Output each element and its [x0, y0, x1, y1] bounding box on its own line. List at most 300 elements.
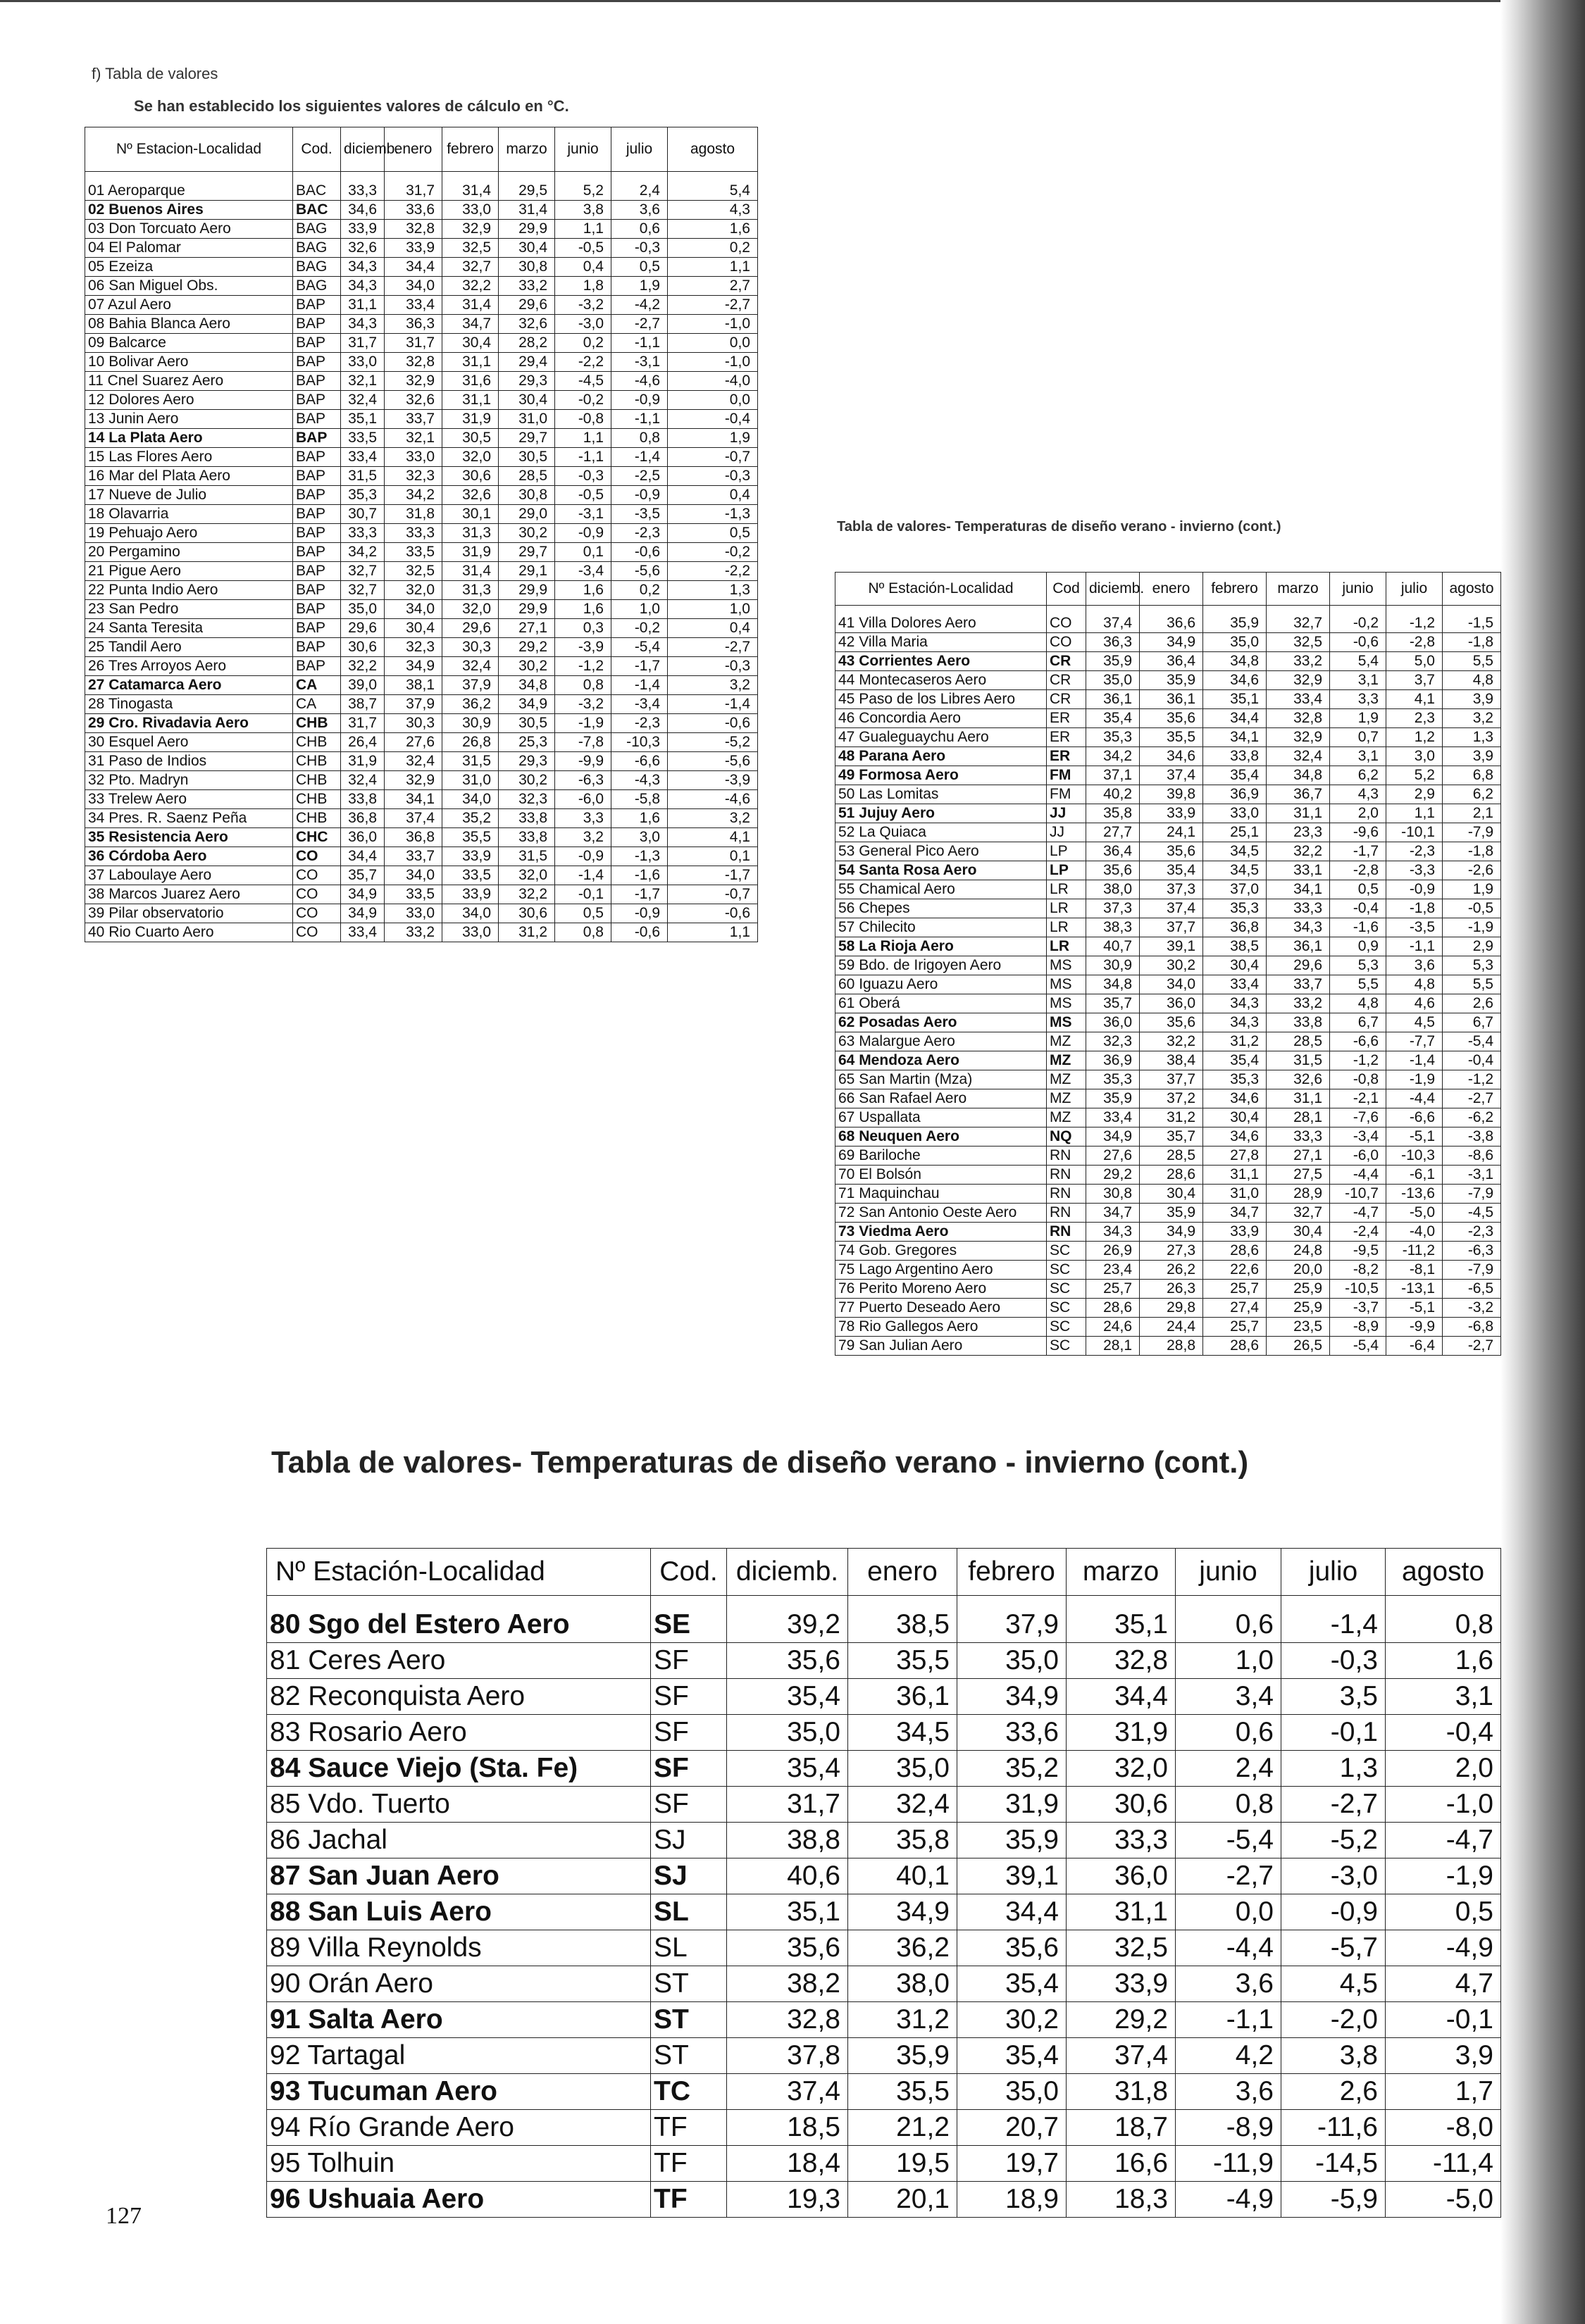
enero-cell: 32,4 [385, 752, 442, 771]
station-cell: 76 Perito Moreno Aero [835, 1280, 1047, 1299]
julio-cell: 3,6 [1386, 956, 1443, 975]
junio-cell: -1,1 [555, 448, 611, 467]
table-row [267, 1966, 1501, 2002]
enero-cell: 35,6 [1140, 709, 1203, 728]
diciembre-cell: 34,3 [341, 277, 385, 296]
marzo-cell: 30,4 [1267, 1223, 1330, 1242]
febrero-cell: 32,0 [442, 448, 499, 467]
diciembre-cell: 36,4 [1086, 842, 1140, 861]
febrero-cell: 31,9 [957, 1787, 1067, 1823]
code-cell: BAP [293, 543, 341, 562]
enero-cell: 31,7 [385, 334, 442, 353]
values-table-1 [85, 127, 758, 942]
agosto-cell: 0,4 [668, 619, 758, 638]
julio-cell: -2,5 [611, 467, 668, 486]
junio-cell: -6,0 [555, 790, 611, 809]
table-row [835, 747, 1501, 766]
febrero-cell: 35,0 [957, 1643, 1067, 1679]
diciembre-cell: 37,3 [1086, 899, 1140, 918]
febrero-cell: 30,4 [1203, 1108, 1267, 1127]
table-row [85, 885, 758, 904]
febrero-cell: 32,7 [442, 258, 499, 277]
enero-cell: 33,0 [385, 448, 442, 467]
marzo-cell: 31,8 [1067, 2074, 1176, 2110]
code-cell: SJ [651, 1823, 727, 1858]
station-cell: 58 La Rioja Aero [835, 937, 1047, 956]
diciembre-cell: 32,4 [341, 771, 385, 790]
junio-cell: -7,8 [555, 733, 611, 752]
junio-cell: -0,5 [555, 486, 611, 505]
febrero-cell: 34,3 [1203, 994, 1267, 1013]
diciembre-cell: 27,6 [1086, 1147, 1140, 1166]
julio-cell: -1,7 [611, 885, 668, 904]
table-row [85, 543, 758, 562]
enero-cell: 35,7 [1140, 1127, 1203, 1147]
code-cell: CO [293, 847, 341, 866]
julio-cell: 2,3 [1386, 709, 1443, 728]
julio-cell: 3,0 [611, 828, 668, 847]
febrero-cell: 33,5 [442, 866, 499, 885]
julio-cell: -1,1 [611, 334, 668, 353]
table-row [835, 1127, 1501, 1147]
agosto-cell: -5,0 [1386, 2182, 1501, 2218]
table-row [835, 1261, 1501, 1280]
table-row [835, 1337, 1501, 1356]
diciembre-cell: 34,8 [1086, 975, 1140, 994]
station-cell: 33 Trelew Aero [85, 790, 293, 809]
marzo-cell: 29,2 [499, 638, 555, 657]
agosto-cell: -1,5 [1443, 606, 1501, 633]
agosto-cell: -5,4 [1443, 1032, 1501, 1051]
febrero-cell: 35,0 [957, 2074, 1067, 2110]
julio-cell: -11,2 [1386, 1242, 1443, 1261]
julio-cell: 3,7 [1386, 671, 1443, 690]
code-cell: TF [651, 2110, 727, 2146]
agosto-cell: -0,4 [668, 410, 758, 429]
julio-cell: -0,9 [1386, 880, 1443, 899]
agosto-cell: 1,1 [668, 923, 758, 942]
code-cell: SC [1047, 1299, 1086, 1318]
marzo-cell: 25,3 [499, 733, 555, 752]
diciembre-cell: 35,6 [1086, 861, 1140, 880]
code-cell: LR [1047, 880, 1086, 899]
enero-cell: 36,4 [1140, 652, 1203, 671]
top-rule [0, 0, 1585, 2]
code-cell: CO [1047, 606, 1086, 633]
julio-cell: -1,4 [611, 676, 668, 695]
enero-cell: 21,2 [848, 2110, 957, 2146]
table-header [267, 1549, 1501, 1596]
enero-cell: 20,1 [848, 2182, 957, 2218]
agosto-cell: 5,4 [668, 172, 758, 201]
febrero-cell: 34,0 [442, 790, 499, 809]
code-cell: BAG [293, 239, 341, 258]
junio-cell: 5,3 [1330, 956, 1386, 975]
enero-cell: 32,4 [848, 1787, 957, 1823]
julio-cell: -1,4 [611, 448, 668, 467]
station-cell: 25 Tandil Aero [85, 638, 293, 657]
julio-cell: -5,9 [1281, 2182, 1386, 2218]
code-cell: SE [651, 1596, 727, 1643]
febrero-cell: 29,6 [442, 619, 499, 638]
julio-cell: -0,9 [611, 904, 668, 923]
junio-cell: 2,4 [1176, 1751, 1281, 1787]
table-row [85, 429, 758, 448]
agosto-cell: -0,2 [668, 543, 758, 562]
agosto-cell: -0,6 [668, 904, 758, 923]
junio-cell: -4,5 [555, 372, 611, 391]
station-cell: 15 Las Flores Aero [85, 448, 293, 467]
febrero-cell: 35,3 [1203, 899, 1267, 918]
marzo-cell: 31,4 [499, 201, 555, 220]
enero-cell: 24,4 [1140, 1318, 1203, 1337]
enero-cell: 33,6 [385, 201, 442, 220]
junio-cell: -4,4 [1176, 1930, 1281, 1966]
enero-cell: 37,4 [385, 809, 442, 828]
diciembre-cell: 32,7 [341, 562, 385, 581]
table-row [85, 334, 758, 353]
table-row [85, 391, 758, 410]
diciembre-cell: 33,9 [341, 220, 385, 239]
agosto-cell: -1,3 [668, 505, 758, 524]
code-cell: ER [1047, 728, 1086, 747]
station-cell: 66 San Rafael Aero [835, 1089, 1047, 1108]
table-row [85, 923, 758, 942]
enero-cell: 34,0 [385, 866, 442, 885]
marzo-cell: 28,5 [499, 467, 555, 486]
diciembre-cell: 40,2 [1086, 785, 1140, 804]
agosto-cell: -0,3 [668, 657, 758, 676]
table-row [835, 880, 1501, 899]
station-cell: 65 San Martin (Mza) [835, 1070, 1047, 1089]
marzo-cell: 18,7 [1067, 2110, 1176, 2146]
marzo-cell: 27,5 [1267, 1166, 1330, 1185]
julio-cell: -6,1 [1386, 1166, 1443, 1185]
diciembre-cell: 36,0 [341, 828, 385, 847]
junio-cell: 3,8 [555, 201, 611, 220]
julio-cell: -1,4 [1386, 1051, 1443, 1070]
col-code: Cod. [293, 127, 341, 172]
marzo-cell: 32,0 [499, 866, 555, 885]
code-cell: SC [1047, 1337, 1086, 1356]
table-row [85, 752, 758, 771]
febrero-cell: 31,2 [1203, 1032, 1267, 1051]
marzo-cell: 27,1 [1267, 1147, 1330, 1166]
enero-cell: 31,7 [385, 172, 442, 201]
col-diciembre: diciemb. [1086, 573, 1140, 606]
code-cell: CO [1047, 633, 1086, 652]
agosto-cell: 0,5 [1386, 1894, 1501, 1930]
julio-cell: -14,5 [1281, 2146, 1386, 2182]
station-cell: 77 Puerto Deseado Aero [835, 1299, 1047, 1318]
table-row [85, 714, 758, 733]
marzo-cell: 33,3 [1267, 899, 1330, 918]
code-cell: CO [293, 923, 341, 942]
enero-cell: 33,5 [385, 543, 442, 562]
station-cell: 19 Pehuajo Aero [85, 524, 293, 543]
enero-cell: 34,9 [385, 657, 442, 676]
agosto-cell: -6,2 [1443, 1108, 1501, 1127]
julio-cell: -11,6 [1281, 2110, 1386, 2146]
enero-cell: 33,9 [385, 239, 442, 258]
enero-cell: 36,8 [385, 828, 442, 847]
agosto-cell: -1,4 [668, 695, 758, 714]
table-row [85, 657, 758, 676]
febrero-cell: 37,9 [957, 1596, 1067, 1643]
febrero-cell: 32,2 [442, 277, 499, 296]
enero-cell: 35,5 [848, 1643, 957, 1679]
julio-cell: -1,7 [611, 657, 668, 676]
table-row [835, 1166, 1501, 1185]
code-cell: CA [293, 695, 341, 714]
code-cell: SF [651, 1715, 727, 1751]
station-cell: 32 Pto. Madryn [85, 771, 293, 790]
agosto-cell: 2,6 [1443, 994, 1501, 1013]
febrero-cell: 31,1 [442, 391, 499, 410]
station-cell: 94 Río Grande Aero [267, 2110, 651, 2146]
marzo-cell: 32,7 [1267, 606, 1330, 633]
febrero-cell: 34,7 [442, 315, 499, 334]
agosto-cell: -2,7 [668, 296, 758, 315]
junio-cell: 2,0 [1330, 804, 1386, 823]
table-row [85, 220, 758, 239]
febrero-cell: 34,6 [1203, 671, 1267, 690]
diciembre-cell: 34,3 [1086, 1223, 1140, 1242]
julio-cell: -3,4 [611, 695, 668, 714]
junio-cell: -4,9 [1176, 2182, 1281, 2218]
code-cell: SL [651, 1894, 727, 1930]
table-row [85, 904, 758, 923]
marzo-cell: 29,3 [499, 752, 555, 771]
enero-cell: 33,0 [385, 904, 442, 923]
julio-cell: -5,6 [611, 562, 668, 581]
table-row [85, 600, 758, 619]
station-cell: 12 Dolores Aero [85, 391, 293, 410]
agosto-cell: 1,1 [668, 258, 758, 277]
febrero-cell: 22,6 [1203, 1261, 1267, 1280]
station-cell: 86 Jachal [267, 1823, 651, 1858]
table-row [85, 201, 758, 220]
febrero-cell: 30,1 [442, 505, 499, 524]
julio-cell: -0,6 [611, 543, 668, 562]
code-cell: FM [1047, 766, 1086, 785]
marzo-cell: 26,5 [1267, 1337, 1330, 1356]
diciembre-cell: 38,3 [1086, 918, 1140, 937]
febrero-cell: 27,4 [1203, 1299, 1267, 1318]
agosto-cell: -0,4 [1443, 1051, 1501, 1070]
julio-cell: -5,7 [1281, 1930, 1386, 1966]
code-cell: CR [1047, 690, 1086, 709]
agosto-cell: 0,4 [668, 486, 758, 505]
station-cell: 57 Chilecito [835, 918, 1047, 937]
station-cell: 81 Ceres Aero [267, 1643, 651, 1679]
julio-cell: -1,6 [611, 866, 668, 885]
code-cell: MZ [1047, 1070, 1086, 1089]
station-cell: 91 Salta Aero [267, 2002, 651, 2038]
station-cell: 41 Villa Dolores Aero [835, 606, 1047, 633]
station-cell: 83 Rosario Aero [267, 1715, 651, 1751]
febrero-cell: 33,4 [1203, 975, 1267, 994]
febrero-cell: 28,6 [1203, 1242, 1267, 1261]
marzo-cell: 30,5 [499, 714, 555, 733]
agosto-cell: -1,8 [1443, 842, 1501, 861]
marzo-cell: 36,0 [1067, 1858, 1176, 1894]
col-junio: junio [1330, 573, 1386, 606]
enero-cell: 35,5 [1140, 728, 1203, 747]
agosto-cell: 6,7 [1443, 1013, 1501, 1032]
diciembre-cell: 33,4 [341, 923, 385, 942]
code-cell: MS [1047, 956, 1086, 975]
diciembre-cell: 38,0 [1086, 880, 1140, 899]
julio-cell: 2,4 [611, 172, 668, 201]
table-row [835, 690, 1501, 709]
intro-sentence: Se han establecido los siguientes valores de cálculo en °C. [134, 97, 569, 115]
junio-cell: -9,6 [1330, 823, 1386, 842]
marzo-cell: 36,1 [1267, 937, 1330, 956]
enero-cell: 34,2 [385, 486, 442, 505]
febrero-cell: 31,3 [442, 524, 499, 543]
enero-cell: 34,1 [385, 790, 442, 809]
agosto-cell: 3,2 [668, 809, 758, 828]
diciembre-cell: 38,8 [727, 1823, 848, 1858]
table-row [835, 1299, 1501, 1318]
junio-cell: 1,1 [555, 429, 611, 448]
enero-cell: 28,8 [1140, 1337, 1203, 1356]
table-row [85, 315, 758, 334]
diciembre-cell: 34,9 [341, 904, 385, 923]
junio-cell: -0,2 [1330, 606, 1386, 633]
table-header [85, 127, 758, 172]
agosto-cell: -4,7 [1386, 1823, 1501, 1858]
station-cell: 42 Villa Maria [835, 633, 1047, 652]
julio-cell: -1,1 [611, 410, 668, 429]
febrero-cell: 18,9 [957, 2182, 1067, 2218]
junio-cell: -3,4 [1330, 1127, 1386, 1147]
station-cell: 47 Gualeguaychu Aero [835, 728, 1047, 747]
code-cell: TF [651, 2182, 727, 2218]
code-cell: TC [651, 2074, 727, 2110]
marzo-cell: 30,8 [499, 258, 555, 277]
febrero-cell: 31,0 [1203, 1185, 1267, 1204]
code-cell: ST [651, 1966, 727, 2002]
agosto-cell: 1,9 [1443, 880, 1501, 899]
station-cell: 72 San Antonio Oeste Aero [835, 1204, 1047, 1223]
marzo-cell: 33,4 [1267, 690, 1330, 709]
enero-cell: 38,1 [385, 676, 442, 695]
table-row [835, 1013, 1501, 1032]
junio-cell: -2,4 [1330, 1223, 1386, 1242]
diciembre-cell: 35,3 [341, 486, 385, 505]
agosto-cell: 4,7 [1386, 1966, 1501, 2002]
diciembre-cell: 28,1 [1086, 1337, 1140, 1356]
febrero-cell: 34,4 [957, 1894, 1067, 1930]
marzo-cell: 30,2 [499, 524, 555, 543]
diciembre-cell: 19,3 [727, 2182, 848, 2218]
station-cell: 50 Las Lomitas [835, 785, 1047, 804]
diciembre-cell: 25,7 [1086, 1280, 1140, 1299]
station-cell: 18 Olavarria [85, 505, 293, 524]
marzo-cell: 35,1 [1067, 1596, 1176, 1643]
junio-cell: -3,2 [555, 296, 611, 315]
table-row [267, 1679, 1501, 1715]
diciembre-cell: 31,9 [341, 752, 385, 771]
diciembre-cell: 34,3 [341, 258, 385, 277]
station-cell: 67 Uspallata [835, 1108, 1047, 1127]
junio-cell: 0,9 [1330, 937, 1386, 956]
junio-cell: -0,8 [555, 410, 611, 429]
col-julio: julio [1281, 1549, 1386, 1596]
julio-cell: 1,3 [1281, 1751, 1386, 1787]
table-row [267, 2002, 1501, 2038]
julio-cell: -6,4 [1386, 1337, 1443, 1356]
junio-cell: 3,1 [1330, 671, 1386, 690]
agosto-cell: 2,0 [1386, 1751, 1501, 1787]
diciembre-cell: 35,7 [1086, 994, 1140, 1013]
marzo-cell: 16,6 [1067, 2146, 1176, 2182]
station-cell: 08 Bahia Blanca Aero [85, 315, 293, 334]
julio-cell: 4,1 [1386, 690, 1443, 709]
table-row [267, 1751, 1501, 1787]
febrero-cell: 34,5 [1203, 842, 1267, 861]
diciembre-cell: 24,6 [1086, 1318, 1140, 1337]
diciembre-cell: 35,4 [1086, 709, 1140, 728]
marzo-cell: 29,3 [499, 372, 555, 391]
station-cell: 30 Esquel Aero [85, 733, 293, 752]
junio-cell: 0,4 [555, 258, 611, 277]
enero-cell: 33,9 [1140, 804, 1203, 823]
diciembre-cell: 23,4 [1086, 1261, 1140, 1280]
febrero-cell: 31,5 [442, 752, 499, 771]
marzo-cell: 32,8 [1267, 709, 1330, 728]
code-cell: CA [293, 676, 341, 695]
table-row [85, 296, 758, 315]
febrero-cell: 38,5 [1203, 937, 1267, 956]
code-cell: MZ [1047, 1089, 1086, 1108]
station-cell: 46 Concordia Aero [835, 709, 1047, 728]
diciembre-cell: 34,2 [1086, 747, 1140, 766]
junio-cell: -2,2 [555, 353, 611, 372]
enero-cell: 34,5 [848, 1715, 957, 1751]
marzo-cell: 30,6 [1067, 1787, 1176, 1823]
station-cell: 51 Jujuy Aero [835, 804, 1047, 823]
enero-cell: 33,2 [385, 923, 442, 942]
station-cell: 95 Tolhuin [267, 2146, 651, 2182]
code-cell: LR [1047, 918, 1086, 937]
marzo-cell: 28,9 [1267, 1185, 1330, 1204]
code-cell: SC [1047, 1318, 1086, 1337]
enero-cell: 32,0 [385, 581, 442, 600]
code-cell: BAP [293, 600, 341, 619]
marzo-cell: 25,9 [1267, 1299, 1330, 1318]
junio-cell: -0,4 [1330, 899, 1386, 918]
agosto-cell: 1,6 [668, 220, 758, 239]
febrero-cell: 32,0 [442, 600, 499, 619]
table-row [835, 1204, 1501, 1223]
station-cell: 07 Azul Aero [85, 296, 293, 315]
table-row [835, 937, 1501, 956]
julio-cell: -1,3 [611, 847, 668, 866]
junio-cell: -3,9 [555, 638, 611, 657]
agosto-cell: 0,1 [668, 847, 758, 866]
julio-cell: -3,5 [611, 505, 668, 524]
table-row [85, 619, 758, 638]
julio-cell: -4,3 [611, 771, 668, 790]
febrero-cell: 39,1 [957, 1858, 1067, 1894]
julio-cell: -2,3 [611, 524, 668, 543]
marzo-cell: 28,2 [499, 334, 555, 353]
code-cell: BAP [293, 448, 341, 467]
enero-cell: 28,5 [1140, 1147, 1203, 1166]
